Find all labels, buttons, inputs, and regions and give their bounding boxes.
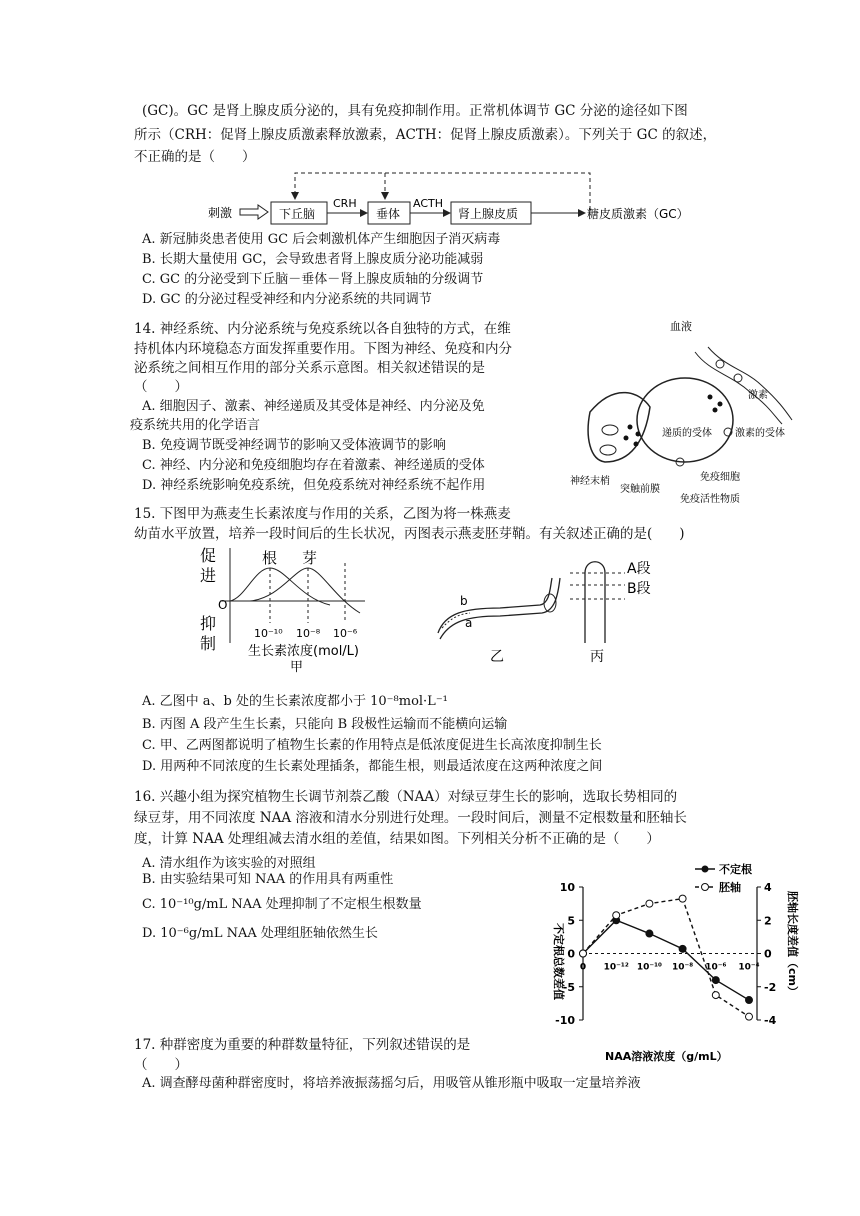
series-0-point <box>746 997 753 1004</box>
ytick-right-label: -4 <box>764 1014 777 1027</box>
chart-ylabel-left: 不定根总数差值 <box>552 923 565 1000</box>
series-line-1 <box>583 899 749 1017</box>
q13-line1: (GC)。GC 是肾上腺皮质分泌的，具有免疫抑制作用。正常机体调节 GC 分泌的途径如下图 <box>142 103 688 119</box>
label-blood: 血液 <box>670 320 692 333</box>
q14-line2: 持机体内环境稳态方面发挥重要作用。下图为神经、免疫和内分 <box>134 341 512 357</box>
q15-option-b: B. 丙图 A 段产生生长素，只能向 B 段极性运输而不能横向运输 <box>142 717 508 732</box>
naa-chart <box>545 855 815 1070</box>
q14-line3: 泌系统之间相互作用的部分关系示意图。相关叙述错误的是 <box>134 360 485 376</box>
fig-inhibit2: 制 <box>200 634 217 653</box>
ytick-right-label: 2 <box>764 914 772 928</box>
xtick-label: 10⁻¹⁰ <box>636 962 662 973</box>
xtick-label: 10⁻⁶ <box>705 962 727 973</box>
auxin-figures <box>190 543 690 678</box>
fig-b: b <box>460 594 468 608</box>
q13-option-a: A. 新冠肺炎患者使用 GC 后会刺激机体产生细胞因子消灭病毒 <box>142 232 501 247</box>
q15-option-c: C. 甲、乙两图都说明了植物生长素的作用特点是低浓度促进生长高浓度抑制生长 <box>142 738 602 753</box>
q15-option-d: D. 用两种不同浓度的生长素处理插条，都能生根，则最适浓度在这两种浓度之间 <box>142 759 603 774</box>
q14-option-a-cont: 疫系统共用的化学语言 <box>130 418 261 433</box>
xtick-label: 10⁻¹² <box>603 962 629 973</box>
chart-ylabel-right: 胚轴长度差值（cm） <box>786 891 799 997</box>
label-immune-cell: 免疫细胞 <box>700 472 740 483</box>
ytick-right-label: -2 <box>764 980 777 994</box>
ytick-left-label: 10 <box>559 881 575 894</box>
q16-option-a: A. 清水组作为该实验的对照组 <box>142 856 316 871</box>
q13-line3: 不正确的是（ ） <box>134 149 256 165</box>
q14-option-b: B. 免疫调节既受神经调节的影响又受体液调节的影响 <box>142 438 446 453</box>
fig-root: 根 <box>262 549 278 567</box>
fig-jia: 甲 <box>290 660 304 675</box>
fig-a: a <box>465 616 473 630</box>
series-0-point <box>646 930 653 937</box>
fig-seg-b: B段 <box>627 581 651 597</box>
fig-tick3: 10⁻⁶ <box>333 627 358 640</box>
q16-line3: 度，计算 NAA 处理组减去清水组的差值，结果如图。下列相关分析不正确的是（ ） <box>134 831 660 847</box>
flow-acth: ACTH <box>413 197 444 210</box>
label-hormone: 激素 <box>748 390 768 401</box>
flow-crh: CRH <box>333 197 357 210</box>
q15-line1: 15. 下图甲为燕麦生长素浓度与作用的关系，乙图为将一株燕麦 <box>134 506 511 522</box>
q15-line2: 幼苗水平放置，培养一段时间后的生长状况，丙图表示燕麦胚芽鞘。有关叙述正确的是( ) <box>134 526 685 542</box>
fig-inhibit1: 抑 <box>200 614 217 633</box>
label-nerve-ending: 神经末梢 <box>570 476 610 487</box>
chart-marks <box>580 895 753 1020</box>
fig-shoot: 芽 <box>302 549 318 567</box>
q14-line4: （ ） <box>134 379 188 395</box>
ytick-right-label: 0 <box>764 947 772 961</box>
q14-option-c: C. 神经、内分泌和免疫细胞均存在着激素、神经递质的受体 <box>142 458 485 473</box>
label-presynaptic: 突触前膜 <box>620 484 660 495</box>
series-1-point <box>712 992 719 999</box>
q13-option-b: B. 长期大量使用 GC，会导致患者肾上腺皮质分泌功能减弱 <box>142 252 484 267</box>
chart-axes <box>555 881 776 1027</box>
legend-series-0: 不定根 <box>719 863 752 876</box>
flow-gc: 糖皮质激素（GC） <box>587 207 689 221</box>
q16-option-d: D. 10⁻⁶g/mL NAA 处理组胚轴依然生长 <box>142 926 378 941</box>
q16-option-c: C. 10⁻¹⁰g/mL NAA 处理抑制了不定根生根数量 <box>142 897 422 912</box>
fig-tick2: 10⁻⁸ <box>296 627 321 640</box>
ytick-left-label: 0 <box>567 947 575 961</box>
series-0-point <box>712 977 719 984</box>
xtick-label: 10⁻⁴ <box>738 962 760 973</box>
q14-option-d: D. 神经系统影响免疫系统，但免疫系统对神经系统不起作用 <box>142 478 486 493</box>
q17-line1: 17. 种群密度为重要的种群数量特征，下列叙述错误的是 <box>134 1037 471 1053</box>
gc-flow-diagram <box>200 165 700 230</box>
q13-option-c: C. GC 的分泌受到下丘脑－垂体－肾上腺皮质轴的分级调节 <box>142 272 484 287</box>
xtick-label: 0 <box>579 962 587 973</box>
q14-option-a: A. 细胞因子、激素、神经递质及其受体是神经、内分泌及免 <box>142 399 485 414</box>
fig-tick1: 10⁻¹⁰ <box>254 627 283 640</box>
q16-option-b: B. 由实验结果可知 NAA 的作用具有两重性 <box>142 872 394 887</box>
label-nt-receptor: 递质的受体 <box>662 428 712 439</box>
flow-stimulus: 刺激 <box>208 206 233 220</box>
q17-option-a: A. 调查酵母菌种群密度时，将培养液振荡摇匀后，用吸管从锥形瓶中吸取一定量培养液 <box>142 1076 641 1091</box>
ytick-left-label: 5 <box>567 914 575 928</box>
series-line-0 <box>583 920 749 1000</box>
series-0-point <box>679 945 686 952</box>
chart-xlabel: NAA溶液浓度（g/mL） <box>605 1050 728 1063</box>
series-1-point <box>746 1013 753 1020</box>
q17-line2: （ ） <box>134 1057 188 1073</box>
ytick-right-label: 4 <box>764 881 772 894</box>
q14-line1: 14. 神经系统、内分泌系统与免疫系统以各自独特的方式，在维 <box>134 321 511 337</box>
ytick-left-label: -10 <box>555 1014 575 1027</box>
neuro-immune-diagram <box>560 312 800 512</box>
fig-yi: 乙 <box>490 649 504 665</box>
q13-line2: 所示（CRH：促肾上腺皮质激素释放激素，ACTH：促肾上腺皮质激素）。下列关于 GC 的叙述， <box>134 127 717 143</box>
fig-promote1: 促 <box>200 546 217 565</box>
ytick-left-label: -5 <box>562 980 575 994</box>
flow-hypothalamus: 下丘脑 <box>279 207 316 221</box>
q15-option-a: A. 乙图中 a、b 处的生长素浓度都小于 10⁻⁸mol·L⁻¹ <box>142 694 448 709</box>
label-immune-active: 免疫活性物质 <box>680 494 740 505</box>
series-1-point <box>679 895 686 902</box>
q16-line2: 绿豆芽，用不同浓度 NAA 溶液和清水分别进行处理。一段时间后，测量不定根数量和胚轴长 <box>134 810 687 826</box>
label-hormone-receptor: 激素的受体 <box>735 428 785 439</box>
fig-promote2: 进 <box>200 566 217 585</box>
series-1-point <box>646 900 653 907</box>
fig-xlabel: 生长素浓度(mol/L) <box>248 644 359 659</box>
series-1-point <box>613 912 620 919</box>
flow-adrenal: 肾上腺皮质 <box>458 207 519 221</box>
q16-line1: 16. 兴趣小组为探究植物生长调节剂萘乙酸（NAA）对绿豆芽生长的影响，选取长势相同的 <box>134 789 678 805</box>
q13-option-d: D. GC 的分泌过程受神经和内分泌系统的共同调节 <box>142 292 432 307</box>
fig-seg-a: A段 <box>627 561 651 577</box>
fig-bing: 丙 <box>590 649 604 665</box>
flow-pituitary: 垂体 <box>376 207 401 221</box>
chart-legend <box>695 862 752 894</box>
xtick-label: 10⁻⁸ <box>671 962 694 973</box>
legend-series-1: 胚轴 <box>719 881 741 894</box>
series-1-point <box>580 950 587 957</box>
fig-zero: O <box>218 598 228 612</box>
